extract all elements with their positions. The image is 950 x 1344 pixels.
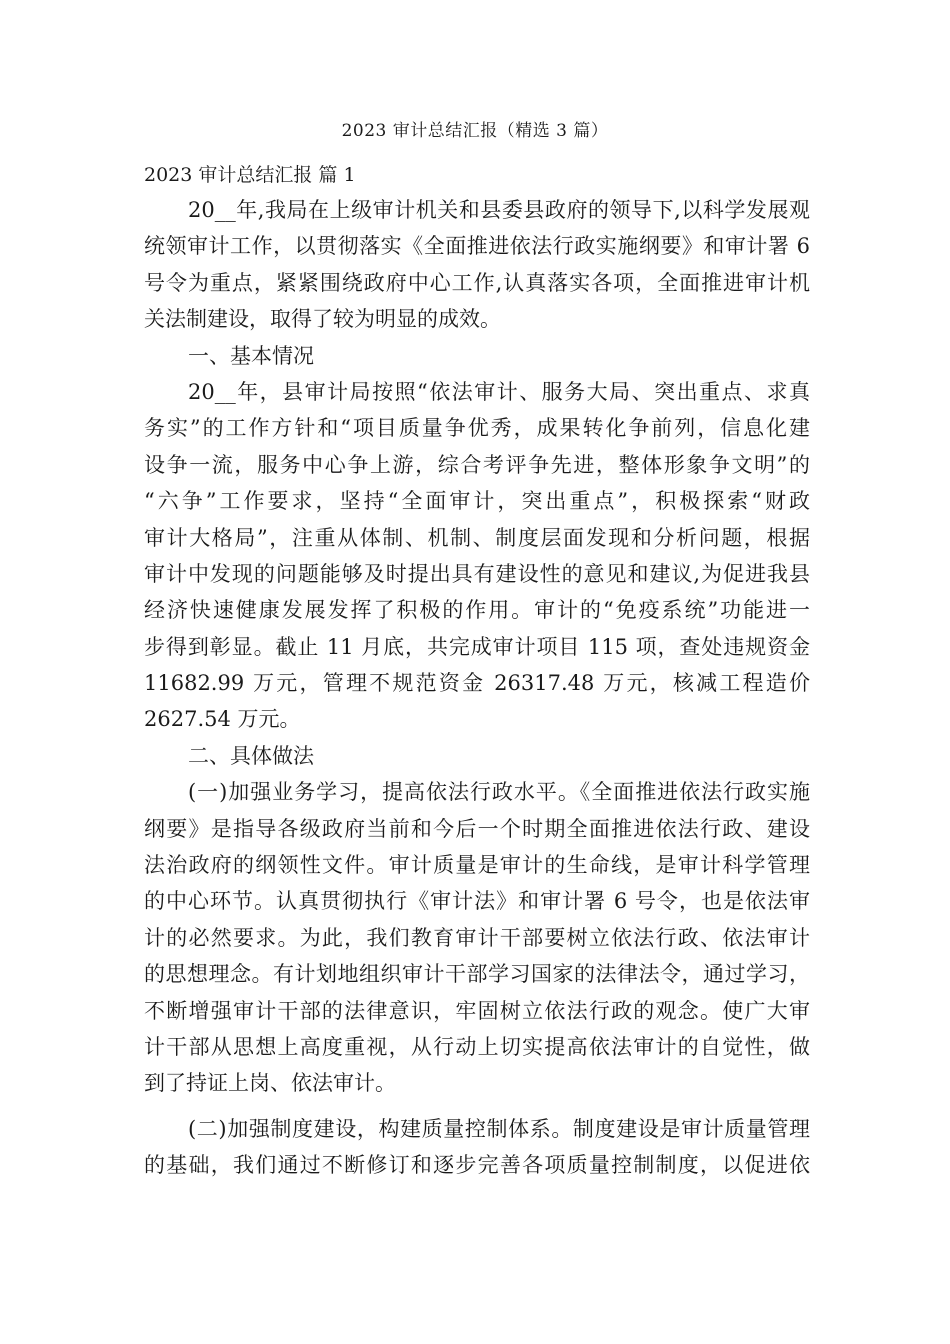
paragraph-line: 号令为重点，紧紧围绕政府中心工作,认真落实各项，全面推进审计机 [144,270,810,295]
paragraph-line: 审计中发现的问题能够及时提出具有建设性的意见和建议,为促进我县 [144,561,810,586]
paragraph-line: “六争”工作要求，坚持“全面审计，突出重点”，积极探索“财政 [144,489,810,514]
paragraph-line: 统领审计工作，以贯彻落实《全面推进依法行政实施纲要》和审计署 6 [144,234,810,259]
paragraph-line: 关法制建设，取得了较为明显的成效。 [144,307,501,332]
paragraph-line: 2627.54 万元。 [144,707,301,732]
subheading-specific-methods: 二、具体做法 [188,743,314,768]
document-title: 2023 审计总结汇报（精选 3 篇） [341,121,609,141]
paragraph-line: 20__年，县审计局按照“依法审计、服务大局、突出重点、求真 [188,379,810,404]
subheading-basic-situation: 一、基本情况 [188,343,314,368]
section-heading: 2023 审计总结汇报 篇 1 [144,164,356,186]
paragraph-line: 不断增强审计干部的法律意识，牢固树立依法行政的观念。使广大审 [144,998,810,1023]
paragraph-line: 计干部从思想上高度重视，从行动上切实提高依法审计的自觉性，做 [144,1034,810,1059]
paragraph-line: 20__年,我局在上级审计机关和县委县政府的领导下,以科学发展观 [188,198,810,222]
document-body [144,192,810,1184]
paragraph-line: 经济快速健康发展发挥了积极的作用。审计的“免疫系统”功能进一 [144,598,810,623]
paragraph-line: 到了持证上岗、依法审计。 [144,1071,396,1096]
paragraph-spacer [144,1102,810,1111]
paragraph-line: 法治政府的纲领性文件。审计质量是审计的生命线，是审计科学管理 [144,853,810,878]
paragraph-line: 审计大格局”，注重从体制、机制、制度层面发现和分析问题，根据 [144,525,810,550]
paragraph-line: 务实”的工作方针和“项目质量争优秀，成果转化争前列，信息化建 [144,416,810,441]
paragraph-line: 设争一流，服务中心争上游，综合考评争先进，整体形象争文明”的 [144,452,810,477]
paragraph-line: 的基础，我们通过不断修订和逐步完善各项质量控制制度，以促进依 [144,1153,810,1178]
paragraph-line: 的中心环节。认真贯彻执行《审计法》和审计署 6 号令，也是依法审 [144,889,810,914]
paragraph-line: 计的必然要求。为此，我们教育审计干部要树立依法行政、依法审计 [144,925,810,950]
paragraph-line: 步得到彰显。截止 11 月底，共完成审计项目 115 项，查处违规资金 [144,634,810,659]
paragraph-line: 纲要》是指导各级政府当前和今后一个时期全面推进依法行政、建设 [144,816,810,841]
paragraph-line: 11682.99 万元，管理不规范资金 26317.48 万元，核减工程造价 [144,671,810,696]
paragraph-line: (一)加强业务学习，提高依法行政水平。《全面推进依法行政实施 [188,780,810,805]
paragraph-line: (二)加强制度建设，构建质量控制体系。制度建设是审计质量管理 [188,1116,810,1141]
paragraph-line: 的思想理念。有计划地组织审计干部学习国家的法律法令，通过学习， [144,962,810,987]
